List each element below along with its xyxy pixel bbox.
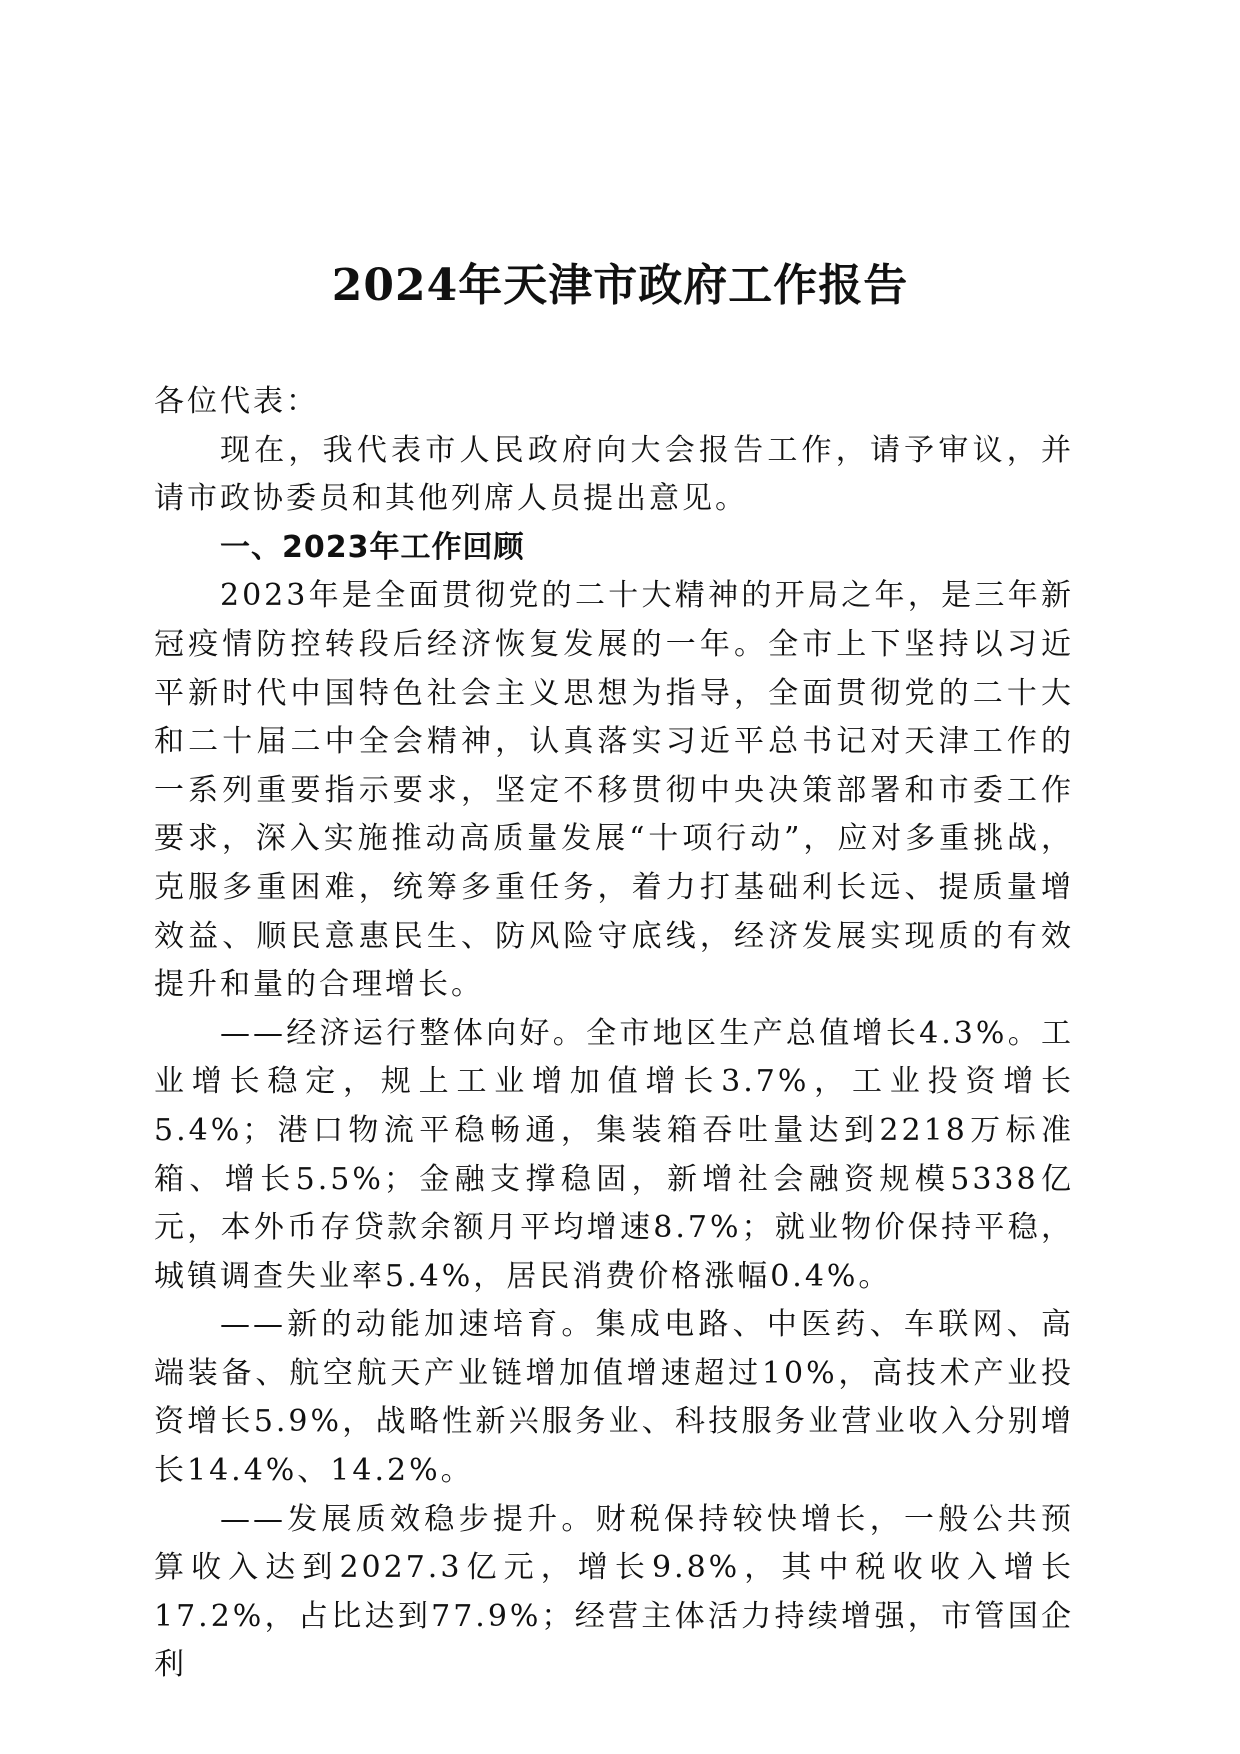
body-paragraph: 2023年是全面贯彻党的二十大精神的开局之年，是三年新冠疫情防控转段后经济恢复发展的一年。全市上下坚持以习近平新时代中国特色社会主义思想为指导，全面贯彻党的二十大和二十届二中全会精神，认真落实习近平总书记对天津工作的一系列重要指示要求，坚定不移贯彻中央决策部署和市委工作要求，深入实施推动高质量发展“十项行动”，应对多重挑战，克服多重困难，统筹多重任务，着力打基础利长远、提质量增效益、顺民意惠民生、防风险守底线，经济发展实现质的有效提升和量的合理增长。 [154, 578, 1074, 1003]
section-heading: 一、2023年工作回顾 [220, 529, 525, 565]
opening-paragraph: 现在，我代表市人民政府向大会报告工作，请予审议，并请市政协委员和其他列席人员提出意见。 [154, 432, 1074, 517]
document-title: 2024年天津市政府工作报告 [331, 260, 909, 311]
body-paragraph: ——新的动能加速培育。集成电路、中医药、车联网、高端装备、航空航天产业链增加值增速超过10%，高技术产业投资增长5.9%，战略性新兴服务业、科技服务业营业收入分别增长14.4%、14.2%。 [154, 1307, 1074, 1489]
document-body [154, 378, 1074, 1690]
body-paragraph: ——经济运行整体向好。全市地区生产总值增长4.3%。工业增长稳定，规上工业增加值增长3.7%，工业投资增长5.4%；港口物流平稳畅通，集装箱吞吐量达到2218万标准箱、增长5.5%；金融支撑稳固，新增社会融资规模5338亿元，本外币存贷款余额月平均增速8.7%；就业物价保持平稳，城镇调查失业率5.4%，居民消费价格涨幅0.4%。 [154, 1015, 1074, 1294]
body-paragraph: ——发展质效稳步提升。财税保持较快增长，一般公共预算收入达到2027.3亿元，增长9.8%，其中税收收入增长17.2%，占比达到77.9%；经营主体活力持续增强，市管国企利 [154, 1501, 1074, 1683]
salutation: 各位代表： [154, 384, 319, 419]
